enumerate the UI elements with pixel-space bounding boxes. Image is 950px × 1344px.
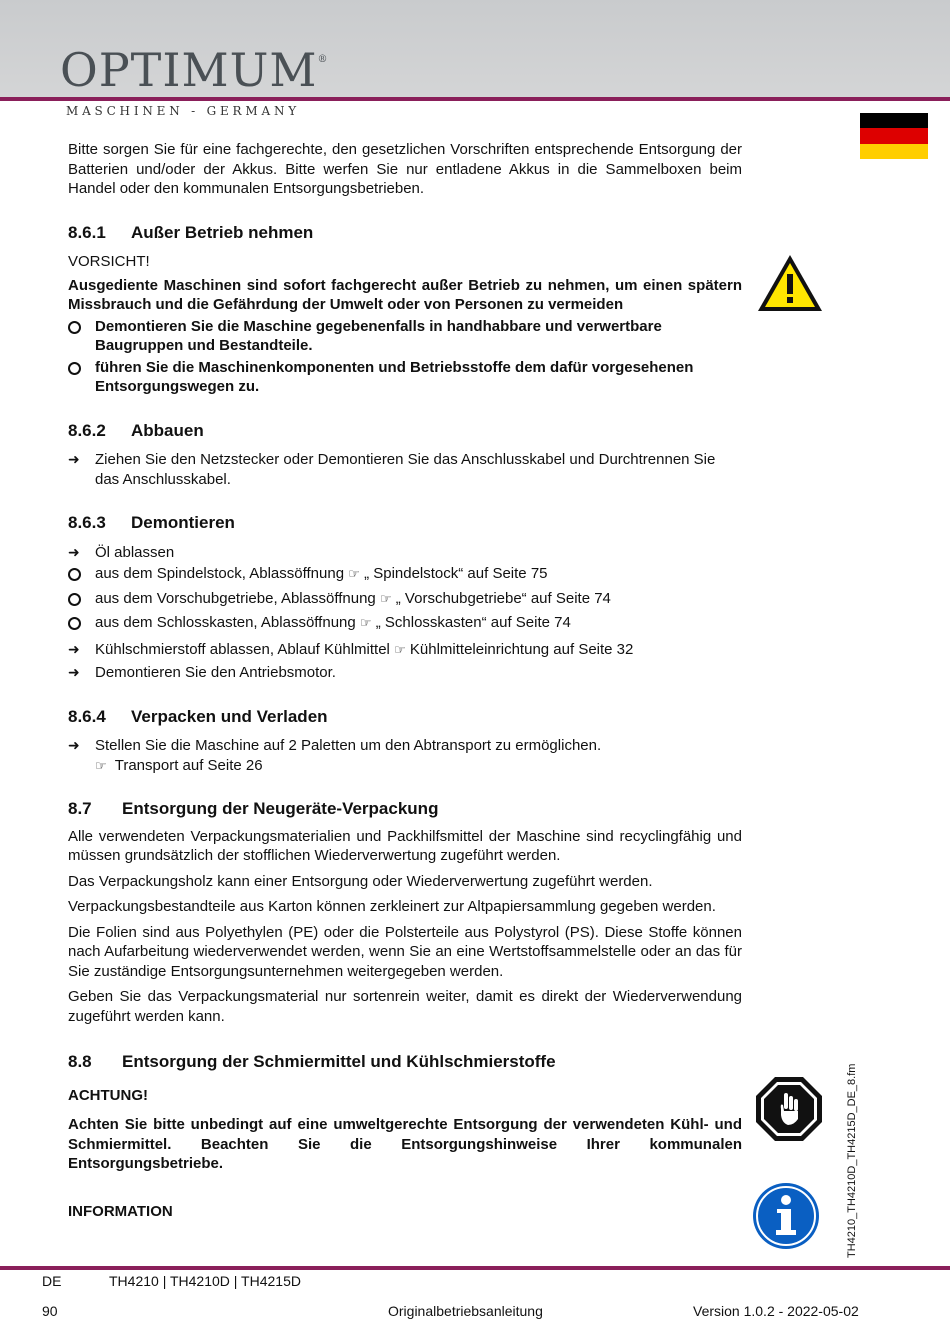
header-rule: [0, 97, 950, 101]
footer-version: Version 1.0.2 - 2022-05-02: [693, 1303, 859, 1319]
section-heading-8-6-3: 8.6.3 Demontieren: [68, 513, 235, 532]
caution-label: VORSICHT!: [68, 253, 150, 270]
reference-icon: ☞: [348, 566, 360, 581]
attention-text: Achten Sie bitte unbedingt auf eine umweltgerechte Entsorgung der verwendeten Kühl- und Schmiermittel. Beachten Sie die Entsorgungshinweise Ihrer kommunalen Entsorgungsbetriebe.: [68, 1116, 742, 1172]
footer-rule: [0, 1266, 950, 1270]
paragraph: Geben Sie das Verpackungsmaterial nur sortenrein weiter, damit es direkt der Wiederverwendung zugeführt werden kann.: [68, 988, 742, 1025]
warning-triangle-icon: [755, 252, 825, 314]
arrow-icon: ➜: [68, 664, 80, 680]
page-reference-link[interactable]: Kühlmitteleinrichtung auf Seite 32: [409, 640, 634, 658]
information-icon: [752, 1182, 820, 1250]
list-item: aus dem Schlosskasten, Ablassöffnung ☞ „ Schlosskasten“ auf Seite 74: [68, 613, 742, 636]
paragraph: Alle verwendeten Verpackungsmaterialien und Packhilfsmittel der Maschine sind recyclingfähig und müssen grundsätzlich der stofflichen Wiederverwertung zugeführt werden.: [68, 827, 742, 864]
reference-icon: ☞: [394, 641, 406, 657]
step-item: ➜ Kühlschmierstoff ablassen, Ablauf Kühlmittel ☞ Kühlmitteleinrichtung auf Seite 32: [68, 640, 634, 658]
arrow-icon: ➜: [68, 543, 80, 560]
arrow-icon: ➜: [68, 451, 80, 467]
step-item: ➜ Öl ablassen: [68, 543, 175, 561]
arrow-icon: ➜: [68, 640, 80, 657]
list-item: aus dem Spindelstock, Ablassöffnung ☞ „ Spindelstock“ auf Seite 75: [68, 564, 742, 587]
page-reference-link[interactable]: „ Schlosskasten“ auf Seite 74: [375, 614, 571, 631]
list-item: führen Sie die Maschinenkomponenten und Betriebsstoffe dem dafür vorgesehenen Entsorgungswegen zu.: [68, 358, 742, 397]
step-item: ➜ Demontieren Sie den Antriebsmotor.: [68, 664, 336, 681]
source-file-label: TH4210_TH4210D_TH4215D_DE_8.fm: [846, 1063, 858, 1258]
paragraph: Die Folien sind aus Polyethylen (PE) oder die Polsterteile aus Polystyrol (PS). Diese Stoffe können nach Aufarbeitung wiederverwendet werden, wenn Sie an eine Wertstoffsammelstelle oder an das für Sie zuständige Entsorgungsunternehmen weitergegeben werden.: [68, 923, 742, 980]
brand-logo: OPTIMUM®: [60, 43, 329, 97]
footer-language: DE: [42, 1273, 62, 1289]
paragraph: Verpackungsbestandteile aus Karton können zerkleinert zur Altpapiersammlung gegeben werden.: [68, 898, 716, 915]
intro-paragraph: Bitte sorgen Sie für eine fachgerechte, den gesetzlichen Vorschriften entsprechende Entsorgung der Batterien und/oder der Akkus. Bitte werfen Sie nur entladene Akkus in die Sammelboxen beim Handel oder den kommunalen Entsorgungsbetrieben.: [68, 141, 742, 197]
page-reference-link[interactable]: Transport auf Seite 26: [114, 756, 263, 774]
section-heading-8-8: 8.8 Entsorgung der Schmiermittel und Kühlschmierstoffe: [68, 1052, 556, 1071]
arrow-icon: ➜: [68, 737, 80, 753]
step-item: ➜ Ziehen Sie den Netzstecker oder Demontieren Sie das Anschlusskabel und Durchtrennen Sie das Anschlusskabel.: [68, 451, 716, 488]
section-heading-8-6-2: 8.6.2 Abbauen: [68, 420, 204, 440]
reference-icon: ☞: [379, 590, 392, 606]
stop-hand-icon: [754, 1075, 824, 1143]
information-label: INFORMATION: [68, 1202, 173, 1220]
caution-text: Ausgediente Maschinen sind sofort fachgerecht außer Betrieb zu nehmen, um einen spätern Missbrauch und die Gefährdung der Umwelt oder von Personen zu vermeiden: [68, 276, 742, 313]
reference-icon: ☞: [95, 757, 107, 773]
footer-document-title: Originalbetriebsanleitung: [388, 1303, 543, 1319]
footer-models: TH4210 | TH4210D | TH4215D: [109, 1273, 301, 1289]
section-heading-8-6-1: 8.6.1 Außer Betrieb nehmen: [68, 222, 314, 242]
section-heading-8-7: 8.7 Entsorgung der Neugeräte-Verpackung: [68, 799, 439, 818]
list-item: aus dem Vorschubgetriebe, Ablassöffnung ☞ „ Vorschubgetriebe“ auf Seite 74: [68, 589, 742, 612]
reference-icon: ☞: [359, 615, 372, 630]
page-number: 90: [42, 1303, 58, 1319]
page-reference-link[interactable]: „ Spindelstock“ auf Seite 75: [364, 565, 548, 582]
german-flag-icon: [860, 113, 928, 159]
page-content: [68, 140, 742, 1227]
step-item: ➜ Stellen Sie die Maschine auf 2 Paletten um den Abtransport zu ermöglichen. ☞ Transport auf Seite 26: [68, 737, 602, 774]
page-reference-link[interactable]: „ Vorschubgetriebe“ auf Seite 74: [395, 589, 611, 607]
brand-tagline: MASCHINEN - GERMANY: [66, 104, 300, 118]
section-heading-8-6-4: 8.6.4 Verpacken und Verladen: [68, 706, 328, 726]
paragraph: Das Verpackungsholz kann einer Entsorgung oder Wiederverwertung zugeführt werden.: [68, 872, 653, 890]
list-item: Demontieren Sie die Maschine gegebenenfalls in handhabbare und verwertbare Baugruppen und Bestandteile.: [68, 317, 742, 356]
attention-label: ACHTUNG!: [68, 1086, 148, 1104]
